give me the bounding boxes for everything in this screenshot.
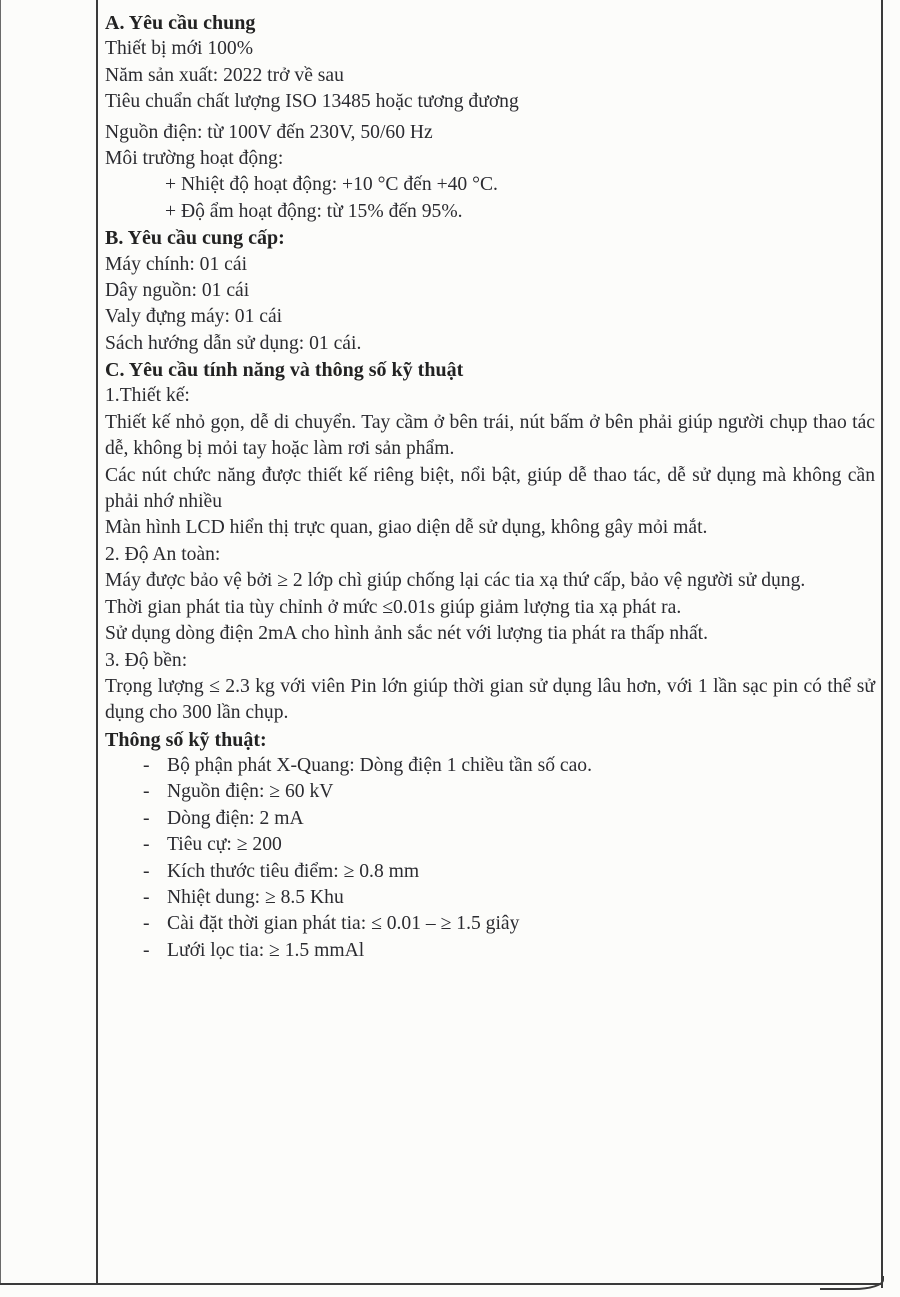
design-paragraph: Các nút chức năng được thiết kế riêng biệt, nổi bật, giúp dễ thao tác, dễ sử dụng mà không cần phải nhớ nhiều — [105, 464, 875, 513]
design-paragraph: Màn hình LCD hiển thị trực quan, giao diện dễ sử dụng, không gây mỏi mắt. — [105, 517, 708, 539]
spec-item — [143, 779, 875, 805]
environment-humidity: + Độ ẩm hoạt động: từ 15% đến 95%. — [165, 200, 463, 222]
supply-item: Máy chính: 01 cái — [105, 253, 248, 275]
safety-paragraph: Sử dụng dòng điện 2mA cho hình ảnh sắc nét với lượng tia phát ra thấp nhất. — [105, 623, 709, 645]
supply-item: Valy đựng máy: 01 cái — [105, 306, 283, 328]
spec-text: Kích thước tiêu điểm: ≥ 0.8 mm — [167, 860, 420, 882]
table-border-bottom — [0, 1283, 882, 1285]
spec-text: Tiêu cự: ≥ 200 — [167, 834, 282, 856]
spec-item — [143, 753, 875, 779]
supply-item: Sách hướng dẫn sử dụng: 01 cái. — [105, 332, 362, 354]
safety-paragraph: Máy được bảo vệ bởi ≥ 2 lớp chì giúp chống lại các tia xạ thứ cấp, bảo vệ người sử dụng. — [105, 570, 806, 592]
bullet-dash: - — [143, 939, 150, 961]
safety-paragraph: Thời gian phát tia tùy chỉnh ở mức ≤0.01s giúp giảm lượng tia xạ phát ra. — [105, 596, 682, 618]
specs-list — [105, 753, 875, 964]
section-a-heading: A. Yêu cầu chung — [105, 12, 256, 34]
spec-item — [143, 832, 875, 858]
spec-text: Cài đặt thời gian phát tia: ≤ 0.01 – ≥ 1.5 giây — [167, 913, 520, 935]
spec-item — [143, 859, 875, 885]
environment-temperature: + Nhiệt độ hoạt động: +10 °C đến +40 °C. — [165, 174, 498, 196]
section-b-heading: B. Yêu cầu cung cấp: — [105, 227, 285, 250]
bullet-dash: - — [143, 834, 150, 856]
bullet-dash: - — [143, 887, 150, 909]
table-border-left-outer — [0, 0, 1, 1285]
durability-paragraph: Trọng lượng ≤ 2.3 kg với viên Pin lớn giúp thời gian sử dụng lâu hơn, với 1 lần sạc pin có thể sử dụng cho 300 lần chụp. — [105, 675, 875, 724]
environment-label: Môi trường hoạt động: — [105, 147, 284, 169]
bullet-dash: - — [143, 860, 150, 882]
spec-item — [143, 806, 875, 832]
power-requirement: Nguồn điện: từ 100V đến 230V, 50/60 Hz — [105, 121, 433, 143]
section-a-line: Thiết bị mới 100% — [105, 38, 254, 60]
table-border-right — [881, 0, 883, 1288]
design-title: 1.Thiết kế: — [105, 385, 190, 407]
bullet-dash: - — [143, 913, 150, 935]
safety-title: 2. Độ An toàn: — [105, 543, 221, 565]
bullet-dash: - — [143, 781, 150, 803]
specs-heading: Thông số kỹ thuật: — [105, 728, 267, 751]
section-c-heading: C. Yêu cầu tính năng và thông số kỹ thuật — [105, 359, 464, 382]
section-a-line: Tiêu chuẩn chất lượng ISO 13485 hoặc tương đương — [105, 91, 519, 113]
spec-item — [143, 911, 875, 937]
spec-text: Nhiệt dung: ≥ 8.5 Khu — [167, 887, 344, 909]
spec-text: Lưới lọc tia: ≥ 1.5 mmAl — [167, 939, 365, 961]
durability-title: 3. Độ bền: — [105, 649, 188, 671]
supply-item: Dây nguồn: 01 cái — [105, 279, 250, 301]
table-border-corner — [820, 1276, 884, 1290]
spec-item — [143, 885, 875, 911]
spec-text: Bộ phận phát X-Quang: Dòng điện 1 chiều tần số cao. — [167, 755, 592, 777]
requirements-cell — [105, 10, 875, 964]
bullet-dash: - — [143, 755, 150, 777]
spec-item — [143, 938, 875, 964]
table-border-left-inner — [96, 0, 98, 1285]
section-a-line: Năm sản xuất: 2022 trở về sau — [105, 64, 344, 86]
spec-text: Nguồn điện: ≥ 60 kV — [167, 781, 334, 803]
bullet-dash: - — [143, 807, 150, 829]
design-paragraph: Thiết kế nhỏ gọn, dễ di chuyển. Tay cầm ở bên trái, nút bấm ở bên phải giúp người chụp thao tác dễ, không bị mỏi tay hoặc làm rơi sản phẩm. — [105, 411, 875, 460]
spec-text: Dòng điện: 2 mA — [167, 807, 304, 829]
